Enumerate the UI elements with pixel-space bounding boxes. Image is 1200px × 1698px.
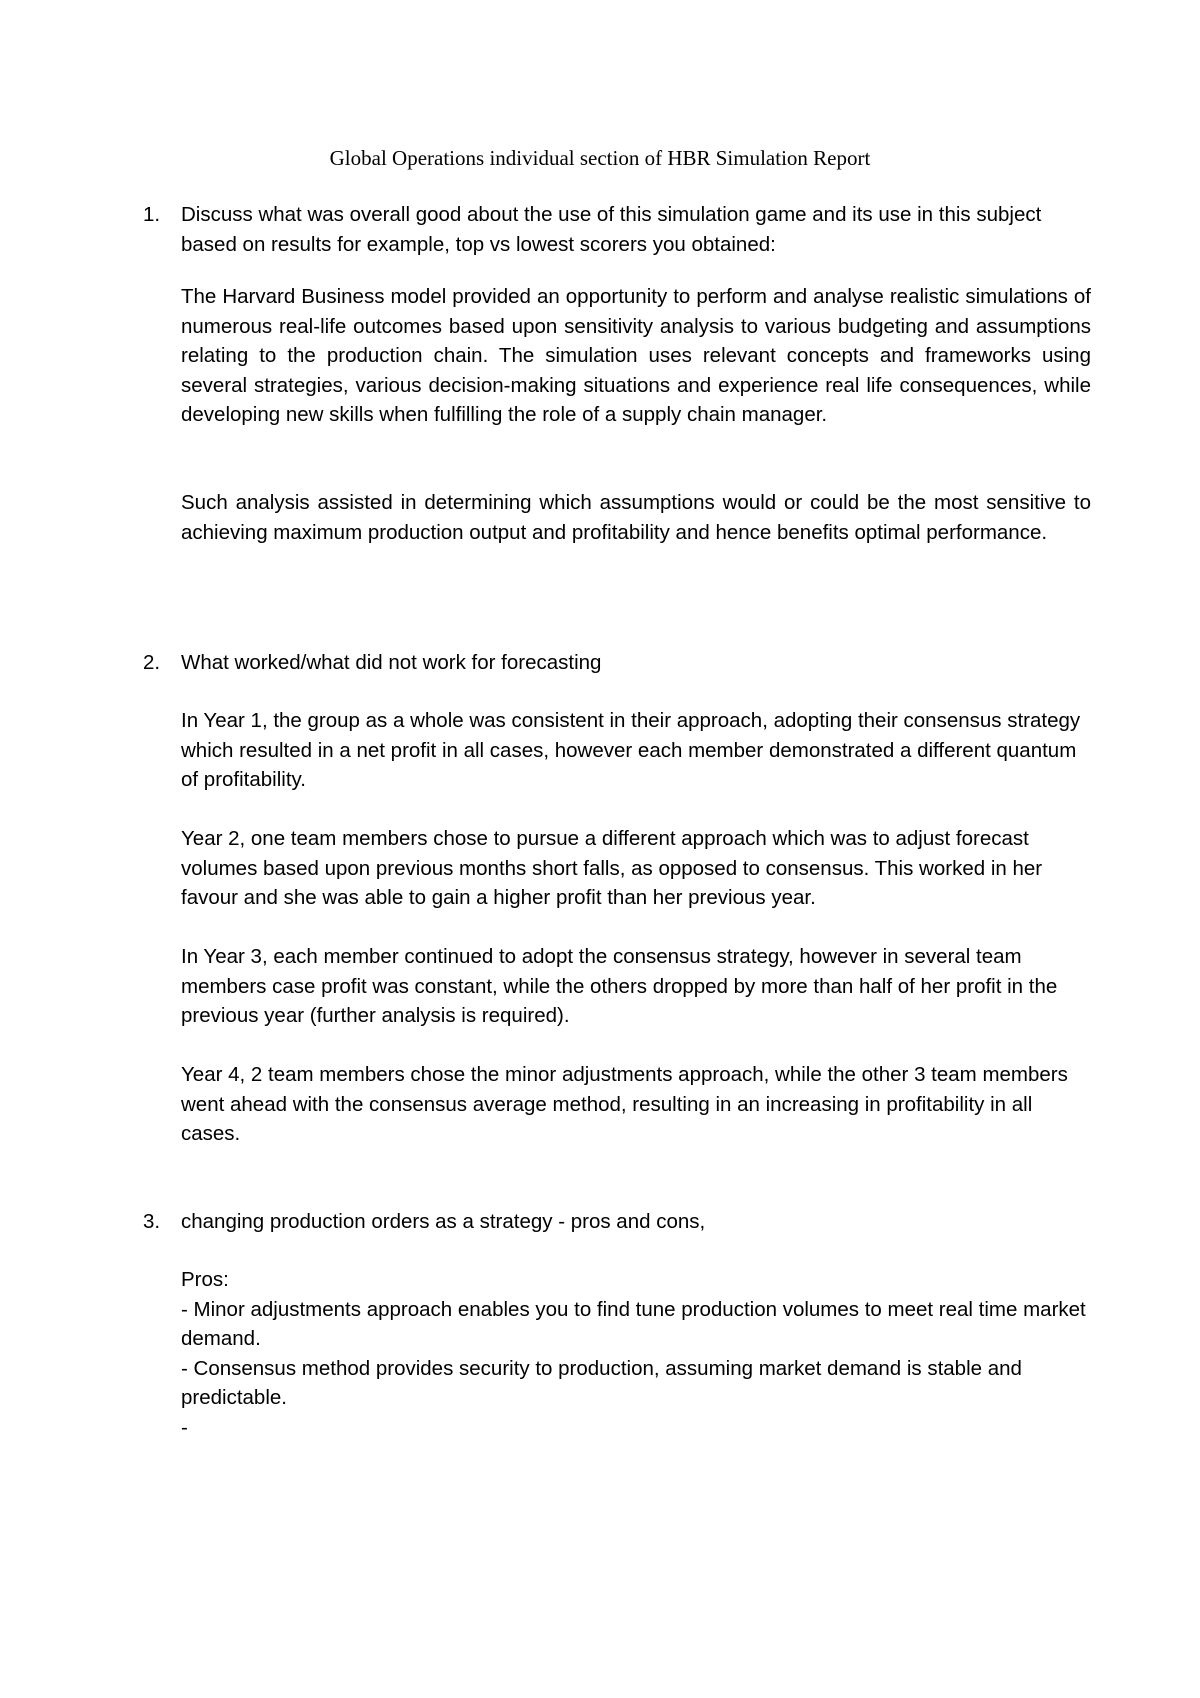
paragraph: The Harvard Business model provided an opportunity to perform and analyse realistic simulations of numerous real-life outcomes based upon sensitivity analysis to various budgeting and assumptions relating to the production chain. The simulation uses relevant concepts and frameworks using several strategies, various decision-making situations and experience real life consequences, while developing new skills when fulfilling the role of a supply chain manager. [181, 285, 1091, 427]
pros-item: - [181, 1415, 188, 1439]
document-title: Global Operations individual section of HBR Simulation Report [329, 146, 871, 170]
paragraph: In Year 3, each member continued to adopt the consensus strategy, however in several team members case profit was constant, while the others dropped by more than half of her profit in the previous year (further analysis is required). [181, 945, 1058, 1028]
pros-item: - Minor adjustments approach enables you to find tune production volumes to meet real time market demand. [181, 1297, 1086, 1351]
paragraph: Such analysis assisted in determining which assumptions would or could be the most sensitive to achieving maximum production output and profitability and hence benefits optimal performance. [181, 491, 1091, 544]
paragraph: Year 4, 2 team members chose the minor adjustments approach, while the other 3 team members went ahead with the consensus average method, resulting in an increasing in profitability in all cases. [181, 1063, 1068, 1146]
section-heading: Discuss what was overall good about the use of this simulation game and its use in this subject based on results for example, top vs lowest scorers you obtained: [181, 203, 1042, 256]
pros-item: - Consensus method provides security to production, assuming market demand is stable and predictable. [181, 1356, 1022, 1410]
section-number: 1. [143, 203, 161, 226]
paragraph: Year 2, one team members chose to pursue a different approach which was to adjust forecast volumes based upon previous months short falls, as opposed to consensus. This worked in her favour and she was able to gain a higher profit than her previous year. [181, 827, 1043, 910]
section-number: 3. [143, 1210, 161, 1233]
paragraph: In Year 1, the group as a whole was consistent in their approach, adopting their consensus strategy which resulted in a net profit in all cases, however each member demonstrated a different quantum of profitability. [181, 709, 1081, 792]
section-heading: What worked/what did not work for forecasting [181, 651, 602, 674]
section-heading: changing production orders as a strategy - pros and cons, [181, 1210, 706, 1233]
pros-list [181, 1265, 1091, 1443]
pros-label: Pros: [181, 1268, 229, 1291]
section-number: 2. [143, 651, 161, 674]
